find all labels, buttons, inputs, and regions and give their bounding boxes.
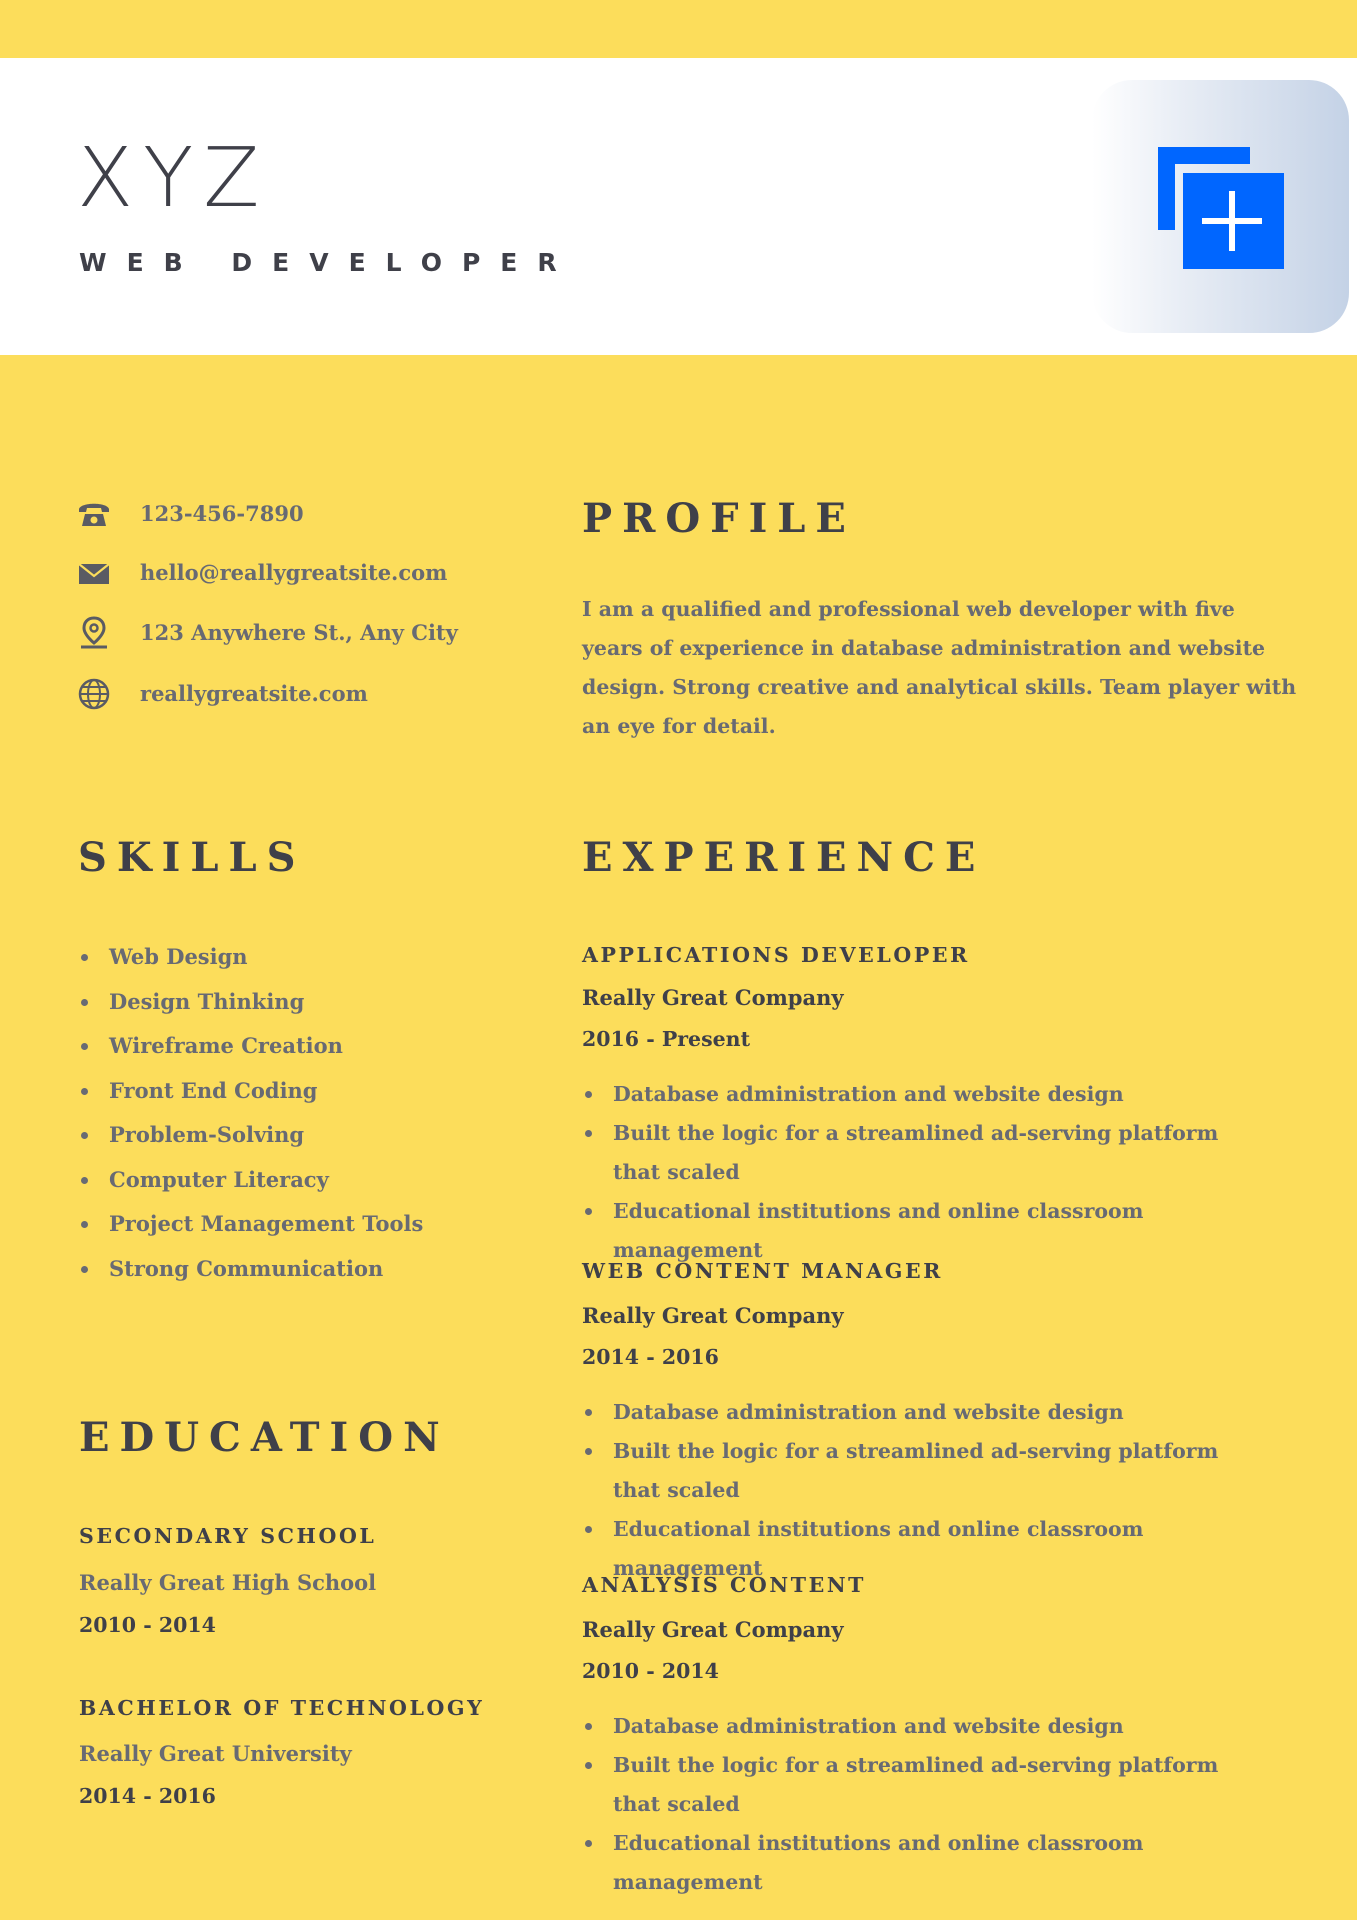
job-company: Really Great Company bbox=[582, 1303, 844, 1328]
phone-icon bbox=[77, 497, 111, 531]
job-years: 2016 - Present bbox=[582, 1027, 751, 1051]
job-company: Really Great Company bbox=[582, 1617, 844, 1642]
job-bullet: Educational institutions and online classroom management bbox=[582, 1510, 1262, 1588]
globe-icon bbox=[77, 677, 111, 711]
job-years: 2010 - 2014 bbox=[582, 1659, 719, 1683]
skill-item: Front End Coding bbox=[78, 1069, 423, 1114]
job-bullets bbox=[582, 1707, 1262, 1902]
contact-website bbox=[77, 677, 537, 711]
job-bullet: Educational institutions and online classroom management bbox=[582, 1824, 1262, 1902]
address-text: 123 Anywhere St., Any City bbox=[140, 620, 458, 645]
contact-email bbox=[77, 556, 537, 590]
job-title: WEB DEVELOPER bbox=[79, 248, 577, 277]
job-years: 2014 - 2016 bbox=[582, 1345, 719, 1369]
envelope-icon bbox=[77, 556, 111, 590]
education-years: 2014 - 2016 bbox=[79, 1784, 216, 1808]
skills-heading: SKILLS bbox=[78, 834, 306, 881]
job-role: WEB CONTENT MANAGER bbox=[582, 1259, 943, 1283]
add-to-collection-icon bbox=[1158, 147, 1284, 269]
name-title: XYZ bbox=[77, 131, 270, 226]
education-years: 2010 - 2014 bbox=[79, 1613, 216, 1637]
job-bullet: Built the logic for a streamlined ad-serving platform that scaled bbox=[582, 1114, 1262, 1192]
skills-list bbox=[78, 935, 423, 1291]
skill-item: Problem-Solving bbox=[78, 1113, 423, 1158]
education-school: Really Great High School bbox=[79, 1570, 377, 1595]
job-bullet: Educational institutions and online classroom management bbox=[582, 1192, 1262, 1270]
job-bullet: Database administration and website design bbox=[582, 1075, 1262, 1114]
job-role: APPLICATIONS DEVELOPER bbox=[582, 943, 970, 967]
education-degree: SECONDARY SCHOOL bbox=[79, 1524, 377, 1548]
experience-heading: EXPERIENCE bbox=[582, 834, 986, 881]
education-degree: BACHELOR OF TECHNOLOGY bbox=[79, 1696, 485, 1720]
job-role: ANALYSIS CONTENT bbox=[582, 1573, 867, 1597]
job-bullets bbox=[582, 1075, 1262, 1270]
contact-address bbox=[77, 616, 537, 650]
website-text: reallygreatsite.com bbox=[140, 681, 368, 706]
profile-heading: PROFILE bbox=[582, 495, 856, 542]
phone-text: 123-456-7890 bbox=[140, 501, 304, 526]
job-bullets bbox=[582, 1393, 1262, 1588]
location-pin-icon bbox=[77, 616, 111, 650]
skill-item: Web Design bbox=[78, 935, 423, 980]
job-bullet: Built the logic for a streamlined ad-serving platform that scaled bbox=[582, 1432, 1262, 1510]
job-company: Really Great Company bbox=[582, 985, 844, 1010]
skill-item: Project Management Tools bbox=[78, 1202, 423, 1247]
skill-item: Wireframe Creation bbox=[78, 1024, 423, 1069]
job-bullet: Database administration and website design bbox=[582, 1707, 1262, 1746]
email-text: hello@reallygreatsite.com bbox=[140, 560, 448, 585]
skill-item: Design Thinking bbox=[78, 980, 423, 1025]
skill-item: Strong Communication bbox=[78, 1247, 423, 1292]
skill-item: Computer Literacy bbox=[78, 1158, 423, 1203]
job-bullet: Built the logic for a streamlined ad-serving platform that scaled bbox=[582, 1746, 1262, 1824]
contact-phone bbox=[77, 497, 537, 531]
profile-text: I am a qualified and professional web developer with five years of experience in database administration and website design. Strong creative and analytical skills. Team player with an eye for detail. bbox=[582, 597, 1297, 738]
education-school: Really Great University bbox=[79, 1741, 352, 1766]
job-bullet: Database administration and website design bbox=[582, 1393, 1262, 1432]
education-heading: EDUCATION bbox=[79, 1414, 450, 1461]
